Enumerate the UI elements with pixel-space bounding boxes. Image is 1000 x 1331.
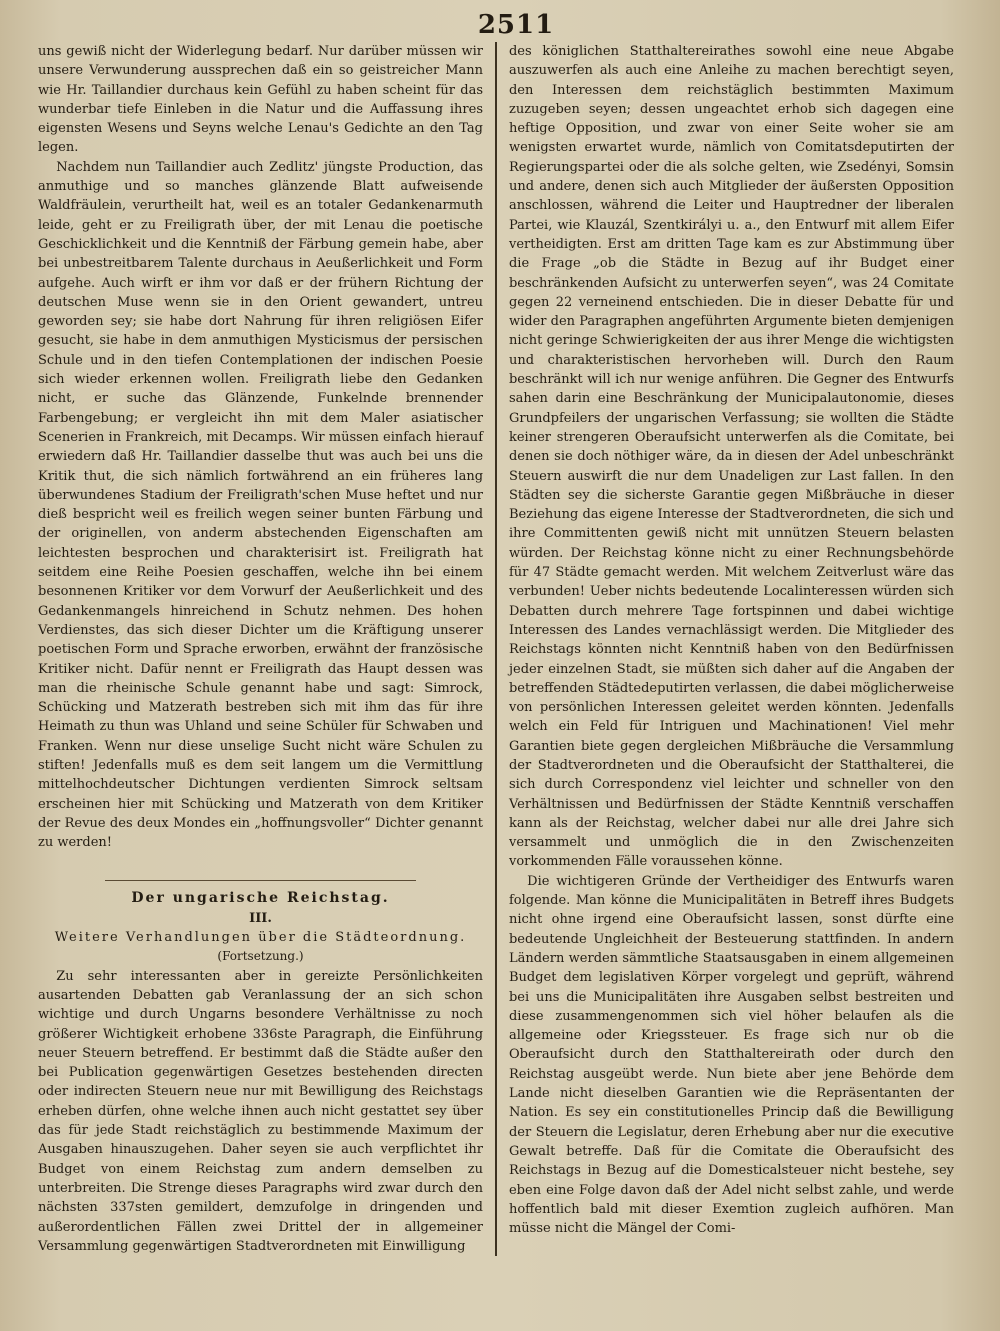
section-title: Der ungarische Reichstag. <box>131 890 390 907</box>
section-divider <box>105 880 417 881</box>
section-number: III. <box>249 910 272 926</box>
right-paragraph-2: Die wichtigeren Gründe der Vertheidiger des Entwurfs waren folgende. Man könne die Municipalitäten in Betreff ihres Budgets nicht ohne irgend eine Oberaufsicht lassen, sonst dürfte eine bedeutende Ungleichheit der Besteuerung stattfinden. In andern Ländern werden sämmtliche Staatsausgaben in einem allgemeinen Budget dem legislativen Körper vorgelegt und geprüft, während bei uns die Municipalitäten ihre Ausgaben selbst bestreiten und diese zusammengenommen sich viel höher belaufen als die allgemeine oder Kriegssteuer. Es frage sich nur ob die Oberaufsicht durch den Statthaltereirath oder durch den Reichstag ausgeübt werde. Nun biete aber jene Behörde dem Lande nicht dieselben Garantien wie die Repräsentanten der Nation. Es sey ein constitutionelles Princip daß die Bewilligung der Steuern die Legislatur, deren Erhebung aber nur die executive Gewalt betreffe. Daß für die Comitate die Oberaufsicht des Reichstags in Bezug auf die Domesticalsteuer nicht bestehe, sey eben eine Folge davon daß der Adel nicht selbst zahle, und werde hoffentlich bald mit dieser Exemtion zugleich aufhören. Man müsse nicht die Mängel der Comi- <box>508 873 954 1237</box>
left-column <box>38 42 483 1256</box>
left-paragraph-2: Nachdem nun Taillandier auch Zedlitz' jüngste Production, das anmuthige und so manches glänzende Blatt aufweisende Waldfräulein, verurtheilt hat, weil es an totaler Gedankenarmuth leide, geht er zu Freiligrath über, der mit Lenau die poetische Geschicklichkeit und die Kenntniß der Färbung gemein habe, aber bei unbestreitbarem Talente durchaus in Aeußerlichkeit und Form aufgehe. Auch wirft er ihm vor daß er der frühern Richtung der deutschen Muse wenn sie in den Orient gewandert, untreu geworden sey; sie habe dort Nahrung für ihren religiösen Eifer gesucht, sie habe in dem anmuthigen Mysticismus der persischen Schule und in den tiefen Contemplationen der indischen Poesie sich wieder erkennen wollen. Freiligrath liebe den Gedanken nicht, er suche das Glänzende, Funkelnde brennender Farbengebung; er vergleicht ihn mit dem Maler asiatischer Scenerien in Frankreich, mit Decamps. Wir müssen einfach hierauf erwiedern daß Hr. Taillandier dasselbe thut was auch bei uns die Kritik thut, die sich nämlich fortwährend an ein früheres lang überwundenes Stadium der Freiligrath'schen Muse heftet und nur dieß bespricht weil es freilich wegen seiner bunten Färbung und der originellen, von anderm abstechenden Eigenschaften am leichtesten besprochen und charakterisirt ist. Freiligrath hat seitdem eine Reihe Poesien geschaffen, welche ihn bei einem besonnenen Kritiker vor dem Vorwurf der Aeußerlichkeit und des Gedankenmangels hinreichend in Schutz nehmen. Des hohen Verdienstes, das sich dieser Dichter um die Kräftigung unserer poetischen Form und Sprache erworben, erwähnt der französische Kritiker nicht. Dafür nennt er Freiligrath das Haupt dessen was man die rheinische Schule genannt habe und sagt: Simrock, Schücking und Matzerath bestreben sich mit ihm das für ihre Heimath zu thun was Uhland und seine Schüler für Schwaben und Franken. Wenn nur diese unselige Sucht nicht wäre Schulen zu stiften! Jedenfalls muß es dem seit langem um die Vermittlung mittelhochdeutscher Dichtungen verdienten Simrock seltsam erscheinen hier mit Schücking und Matzerath von dem Kritiker der Revue des deux Mondes ein „hoffnungsvoller“ Dichter genannt zu werden! <box>38 159 484 851</box>
page-number: 2511 <box>477 10 555 40</box>
section-paragraph: Zu sehr interessanten aber in gereizte Persönlichkeiten ausartenden Debatten gab Veranlassung der an sich schon wichtige und durch Ungarns besondere Verhältnisse zu noch größerer Wichtigkeit erhobene 336ste Paragraph, die Einführung neuer Steuern betreffend. Er bestimmt daß die Städte außer den bei Publication gegenwärtigen Gesetzes bestehenden directen oder indirecten Steuern neue nur mit Bewilligung des Reichstags erheben dürfen, ohne welche ihnen auch nicht gestattet sey über das für jede Stadt reichstäglich zu bestimmende Maximum der Ausgaben hinauszugehen. Daher seyen sie auch verpflichtet ihr Budget von einem Reichstag zum andern demselben zu unterbreiten. Die Strenge dieses Paragraphs wird zwar durch den nächsten 337sten gemildert, demzufolge in dringenden und außerordentlichen Fällen zwei Drittel der in allgemeiner Versammlung gegenwärtigen Stadtverordneten mit Einwilligung <box>38 968 484 1254</box>
section-subtitle: Weitere Verhandlungen über die Städteordnung. <box>54 930 467 946</box>
section-note: (Fortsetzung.) <box>217 949 304 964</box>
right-column <box>509 42 954 1256</box>
columns <box>38 42 954 1256</box>
column-divider <box>495 42 497 1256</box>
right-paragraph-1: des königlichen Statthaltereirathes sowohl eine neue Abgabe auszuwerfen als auch eine Anleihe zu machen berechtigt seyen, den Interessen dem reichstäglich bestimmten Maximum zuzugeben seyen; dessen ungeachtet erhob sich dagegen eine heftige Opposition, und zwar von einer Seite woher sie am wenigsten erwartet wurde, nämlich von Comitatsdeputirten der Regierungspartei oder die als solche gelten, wie Zsedényi, Somsin und andere, denen sich auch Mitglieder der äußersten Opposition anschlossen, während die Leiter und Hauptredner der liberalen Partei, wie Klauzál, Szentkirályi u. a., den Entwurf mit allem Eifer vertheidigten. Erst am dritten Tage kam es zur Abstimmung über die Frage „ob die Städte in Bezug auf ihr Budget einer beschränkenden Aufsicht zu unterwerfen seyen“, was 24 Comitate gegen 22 verneinend entschieden. Die in dieser Debatte für und wider den Paragraphen angeführten Argumente bieten demjenigen nicht geringe Schwierigkeiten der aus ihrer Menge die wichtigsten und charakteristischen hervorheben will. Durch den Raum beschränkt will ich nur wenige anführen. Die Gegner des Entwurfs sahen darin eine Beschränkung der Municipalautonomie, dieses Grundpfeilers der ungarischen Verfassung; sie wollten die Städte keiner strengeren Oberaufsicht unterwerfen als die Comitate, bei denen sie doch nöthiger wäre, da in diesen der Adel unbeschränkt Steuern auswirft die nur dem Unadeligen zur Last fallen. In den Städten sey die sicherste Garantie gegen Mißbräuche in dieser Beziehung das eigene Interesse der Stadtverordneten, die sich und ihre Committenten gewiß nicht mit unnützen Steuern belasten würden. Der Reichstag könne nicht zu einer Rechnungsbehörde für 47 Städte gemacht werden. Mit welchem Zeitverlust wäre das verbunden! Ueber nichts bedeutende Localinteressen würden sich Debatten durch mehrere Tage fortspinnen und dabei wichtige Interessen des Landes vernachlässigt werden. Die Mitglieder des Reichstags könnten nicht Kenntniß haben von den Bedürfnissen jeder einzelnen Stadt, sie müßten sich daher auf die Angaben der betreffenden Städtedeputirten verlassen, die dabei möglicherweise von persönlichen Interessen geleitet werden könnten. Jedenfalls welch ein Feld für Intriguen und Machinationen! Viel mehr Garantien biete gegen dergleichen Mißbräuche die Versammlung der Stadtverordneten und die Oberaufsicht der Statthalterei, die sich durch Correspondenz viel leichter und schneller von den Verhältnissen und Bedürfnissen der Städte Kenntniß verschaffen kann als der Reichstag, welcher dabei nur alle drei Jahre sich versammelt und unmöglich die in den Zwischenzeiten vorkommenden Fälle voraussehen könne. <box>508 44 955 870</box>
left-paragraph-1: uns gewiß nicht der Widerlegung bedarf. Nur darüber müssen wir unsere Verwunderung aussprechen daß ein so geistreicher Mann wie Hr. Taillandier durchaus kein Gefühl zu haben scheint für das wunderbar tiefe Einleben in die Natur und die Auffassung ihres eigensten Wesens und Seyns welche Lenau's Gedichte an den Tag legen. <box>38 44 484 156</box>
